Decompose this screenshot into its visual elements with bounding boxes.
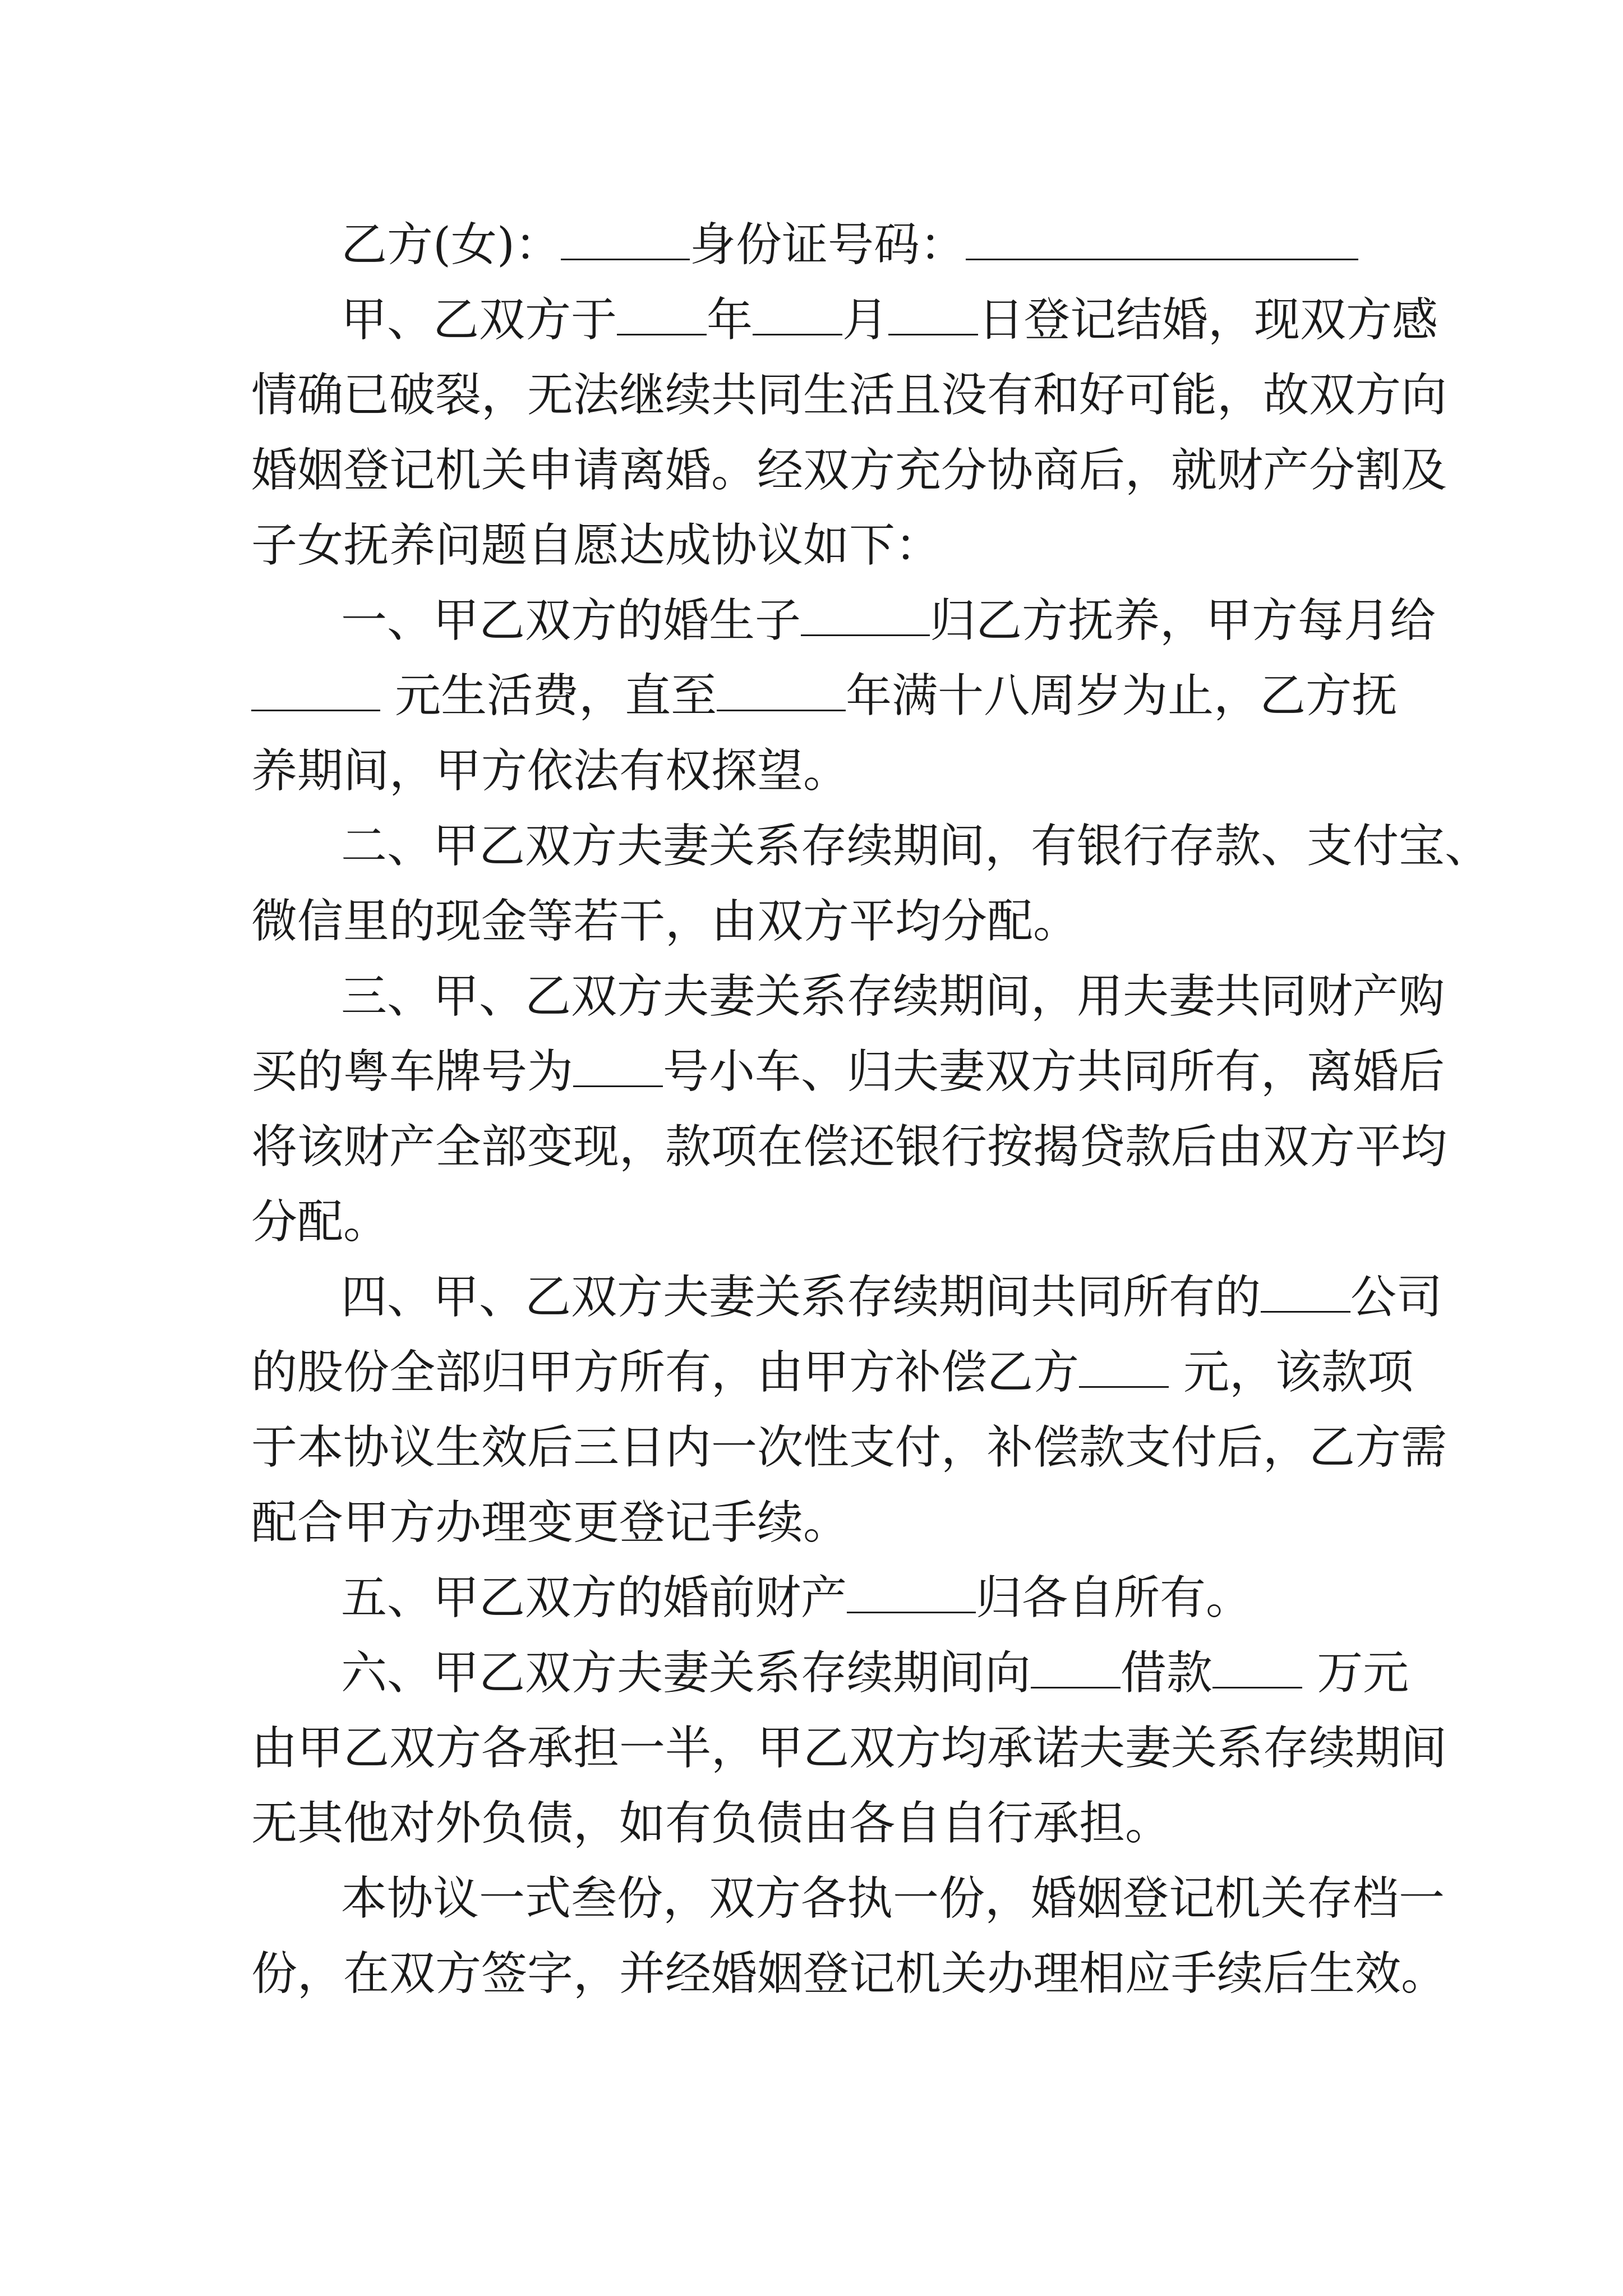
item3-line-2 [251,1034,1445,1110]
plate-number-blank [573,1051,663,1087]
intro-text: 月 [842,293,889,347]
item6-text: 借款 [1121,1646,1213,1700]
item1-text: 一、甲乙双方的婚生子 [341,594,801,647]
closing-line-1: 本协议一式叁份，双方各执一份，婚姻登记机关存档一 [341,1872,1445,1925]
premarital-property-blank [847,1577,976,1613]
item1-line-1 [251,583,1436,659]
item4-text: 元，该款项 [1169,1346,1414,1399]
item6-line-3: 无其他对外负债，如有负债由各自自行承担。 [251,1797,1172,1850]
item2-line-1: 二、甲乙双方夫妻关系存续期间，有银行存款、支付宝、 [341,820,1491,873]
intro-line-1 [251,283,1438,358]
compensation-amount-blank [1079,1351,1169,1388]
item6-line-2: 由甲乙双方各承担一半，甲乙双方均承诺夫妻关系存续期间 [251,1722,1447,1775]
party-b-line [251,208,1395,283]
item6-line-1 [251,1636,1409,1711]
intro-text: 甲、乙双方于 [341,293,617,347]
item3-line-1: 三、甲、乙双方夫妻关系存续期间，用夫妻共同财产购 [341,970,1445,1023]
lender-blank [1031,1652,1121,1688]
party-b-name-blank [561,224,690,260]
item4-line-2 [251,1335,1414,1410]
intro-line-3: 婚姻登记机关申请离婚。经双方充分协商后，就财产分割及 [251,444,1447,497]
party-b-id-blank [966,224,1358,260]
item1-line-3: 养期间，甲方依法有权探望。 [251,744,850,798]
item5-text: 归各自所有。 [976,1571,1252,1625]
intro-line-4: 子女抚养问题自愿达成协议如下： [251,519,942,572]
item5-text: 五、甲乙双方的婚前财产 [341,1571,847,1625]
closing-line-2: 份，在双方签字，并经婚姻登记机关办理相应手续后生效。 [251,1947,1447,2000]
item4-line-4: 配合甲方办理变更登记手续。 [251,1496,850,1549]
item4-text: 四、甲、乙双方夫妻关系存续期间共同所有的 [341,1271,1261,1324]
intro-text: 日登记结婚，现双方感 [978,293,1438,347]
party-b-label: 乙方(女)： [341,218,561,272]
item5-line-1 [251,1561,1395,1636]
item4-line-3: 于本协议生效后三日内一次性支付，补偿款支付后，乙方需 [251,1421,1447,1474]
item1-text: 元生活费，直至 [380,669,717,723]
child-name-blank [801,600,930,636]
item2-line-2: 微信里的现金等若干，由双方平均分配。 [251,895,1080,948]
item3-line-3: 将该财产全部变现，款项在偿还银行按揭贷款后由双方平均 [251,1120,1447,1174]
party-b-id-label: 身份证号码： [689,218,966,272]
intro-line-2: 情确已破裂，无法继续共同生活且没有和好可能，故双方向 [251,369,1447,422]
item3-line-4: 分配。 [251,1195,390,1249]
item1-line-2 [251,659,1398,734]
marriage-day-blank [888,299,978,335]
child-year-blank [717,675,846,711]
item4-text: 公司 [1350,1271,1443,1324]
item3-text: 买的粤车牌号为 [251,1045,574,1098]
item4-line-1 [251,1260,1443,1335]
item1-text: 归乙方抚养，甲方每月给 [930,594,1436,647]
item3-text: 号小车、归夫妻双方共同所有，离婚后 [663,1045,1445,1098]
marriage-month-blank [753,299,842,335]
item6-text: 六、甲乙双方夫妻关系存续期间向 [341,1646,1031,1700]
loan-amount-blank [1212,1652,1302,1688]
item6-text: 万元 [1302,1646,1409,1700]
item4-text: 的股份全部归甲方所有，由甲方补偿乙方 [251,1346,1080,1399]
company-name-blank [1261,1276,1350,1313]
item1-text: 年满十八周岁为止，乙方抚 [846,669,1398,723]
marriage-year-blank [617,299,707,335]
intro-text: 年 [707,293,753,347]
agreement-body [251,208,1491,2012]
monthly-support-blank [251,675,380,711]
